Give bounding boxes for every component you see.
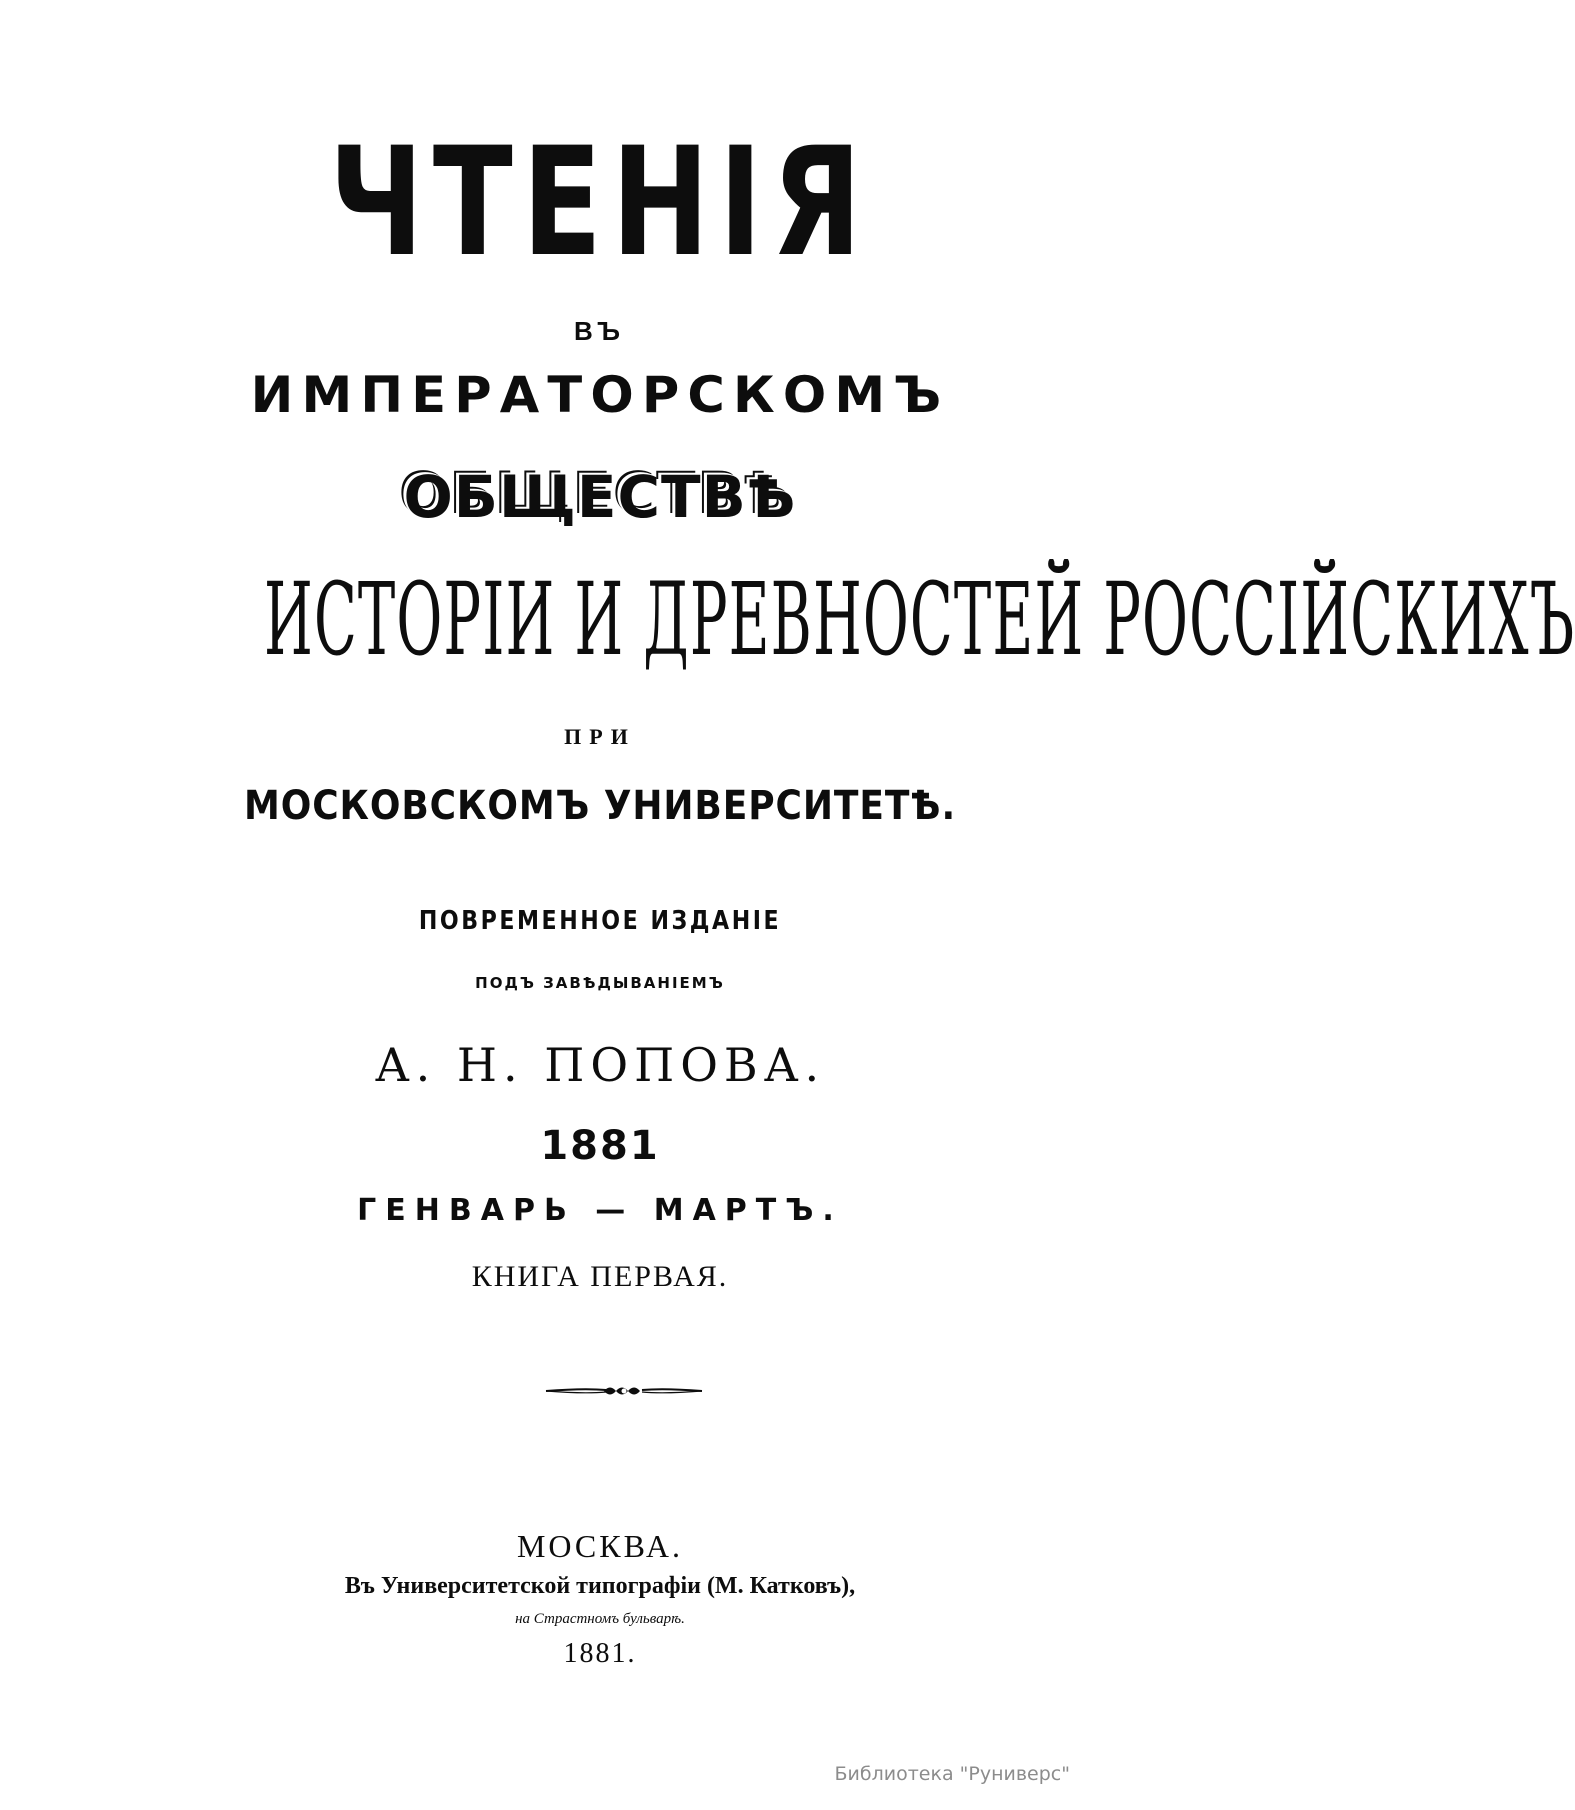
editor-name: А. Н. ПОПОВА. [374,1038,826,1092]
university-line: МОСКОВСКОМЪ УНИВЕРСИТЕТѢ. [243,783,957,829]
history-line: ИСТОРІИ И ДРЕВНОСТЕЙ РОССІЙСКИХЪ [264,561,1575,678]
editor-under-line: ПОДЪ ЗАВѢДЫВАНІЕМЪ [475,974,725,992]
preposition-pri: ПРИ [564,724,636,749]
society-line: ОБЩЕСТВѢ [403,463,797,531]
publication-year: 1881 [540,1123,660,1169]
imperial-line: ИМПЕРАТОРСКОМЪ [250,366,950,424]
imprint-address: на Страстномъ бульварѣ. [515,1611,685,1627]
edition-line: ПОВРЕМЕННОЕ ИЗДАНІЕ [418,906,782,936]
library-watermark: Библиотека "Руниверс" [834,1763,1070,1785]
imprint-city: МОСКВА. [516,1528,684,1564]
imprint-printer: Въ Университетской типографіи (М. Катковъ), [344,1573,856,1599]
book-number: КНИГА ПЕРВАЯ. [471,1260,729,1293]
ornament-divider [544,1381,704,1401]
main-title: ЧТЕНІЯ [328,116,871,290]
imprint-year: 1881. [563,1638,637,1669]
preposition-v: ВЪ [573,316,627,346]
months-range: ГЕНВАРЬ — МАРТЪ. [357,1193,843,1228]
